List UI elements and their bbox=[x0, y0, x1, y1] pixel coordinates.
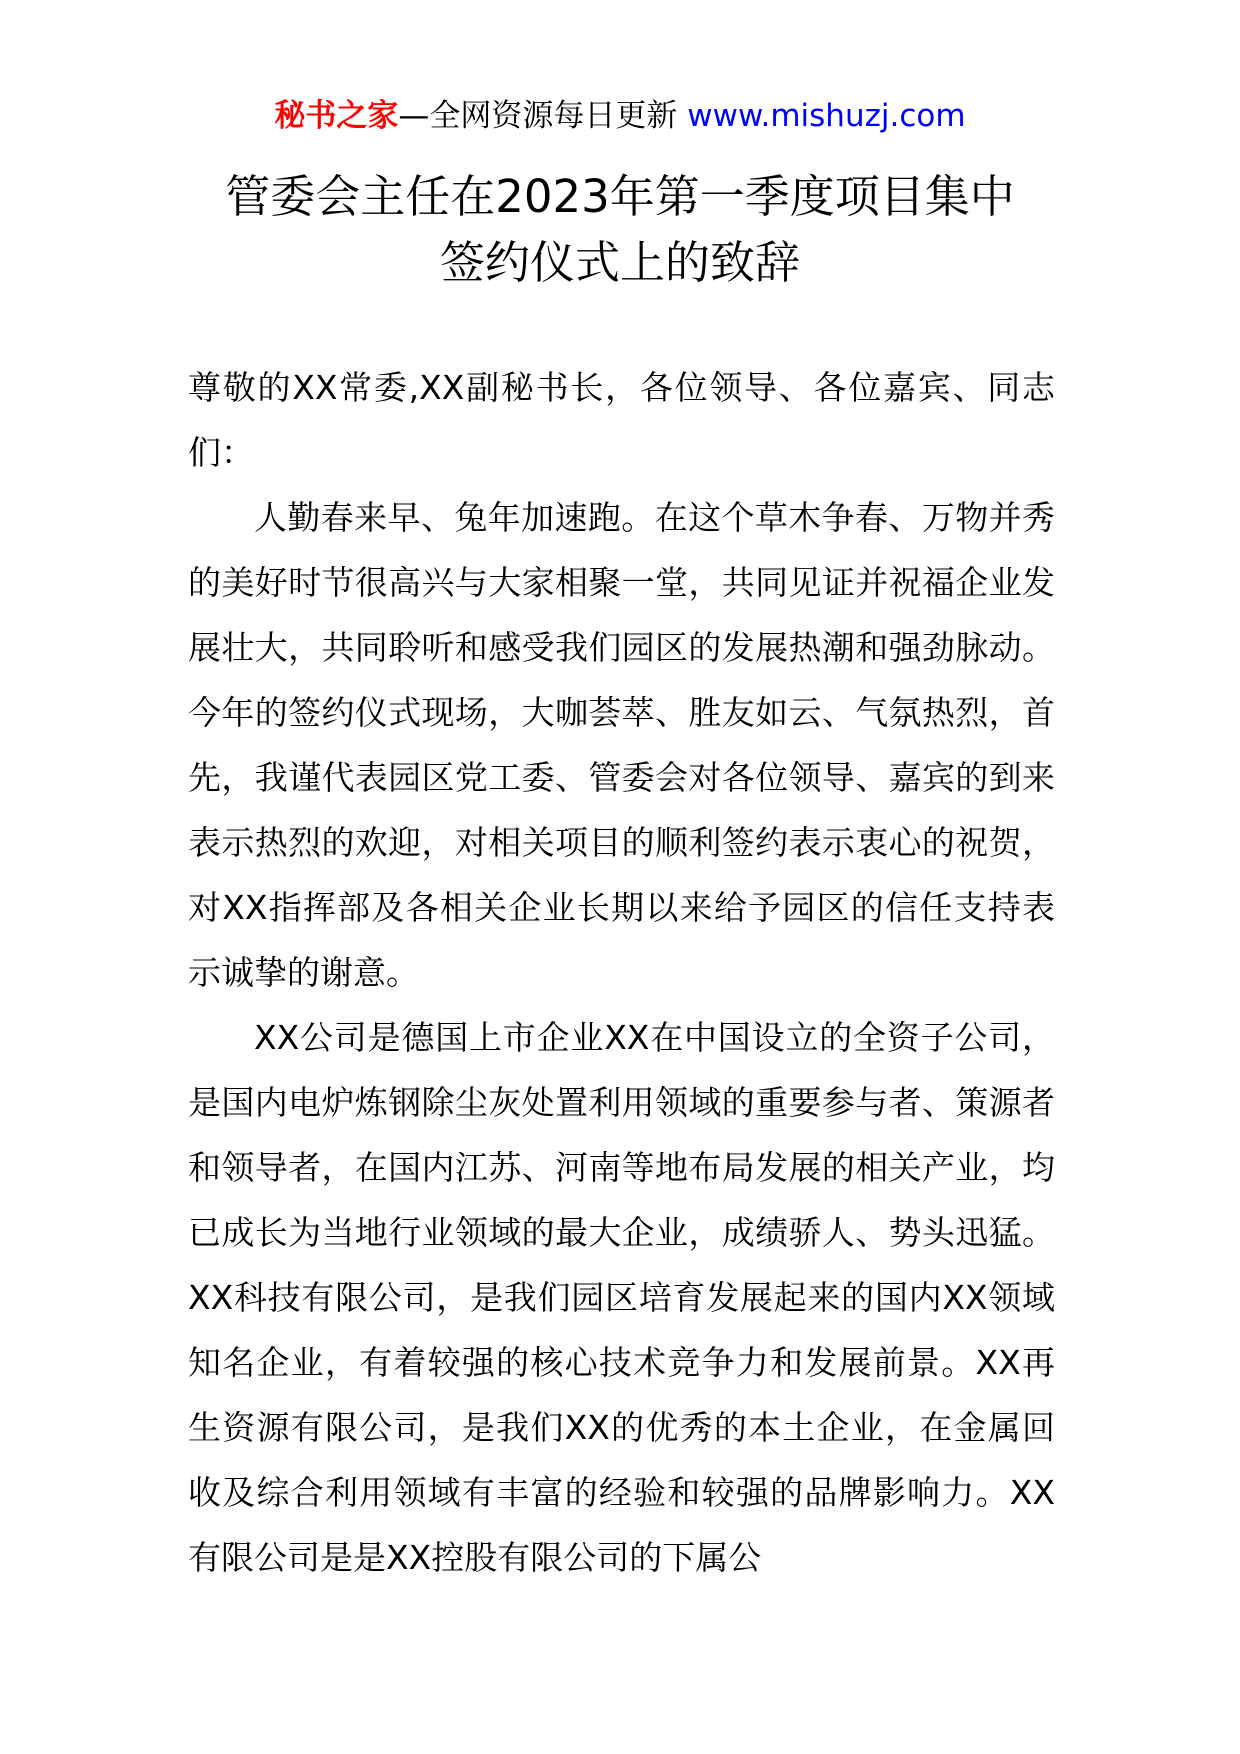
body-paragraph: 人勤春来早、兔年加速跑。在这个草木争春、万物并秀的美好时节很高兴与大家相聚一堂，共同见证并祝福企业发展壮大，共同聆听和感受我们园区的发展热潮和强劲脉动。今年的签约仪式现场，大咖荟萃、胜友如云、气氛热烈，首先，我谨代表园区党工委、管委会对各位领导、嘉宾的到来表示热烈的欢迎，对相关项目的顺利签约表示衷心的祝贺，对XX指挥部及各相关企业长期以来给予园区的信任支持表示诚挚的谢意。 bbox=[188, 498, 1055, 992]
document-body bbox=[188, 355, 1055, 1590]
document-title bbox=[0, 164, 1240, 296]
title-line-2: 签约仪式上的致辞 bbox=[439, 236, 800, 289]
title-line-1: 管委会主任在2023年第一季度项目集中 bbox=[225, 170, 1015, 223]
brand-name: 秘书之家 bbox=[274, 98, 399, 134]
header-tagline: —全网资源每日更新 bbox=[398, 98, 678, 134]
body-paragraph: XX公司是德国上市企业XX在中国设立的全资子公司，是国内电炉炼钢除尘灰处置利用领域的重要参与者、策源者和领导者，在国内江苏、河南等地布局发展的相关产业，均已成长为当地行业领域的最大企业，成绩骄人、势头迅猛。XX科技有限公司，是我们园区培育发展起来的国内XX领域知名企业，有着较强的核心技术竞争力和发展前景。XX再生资源有限公司，是我们XX的优秀的本土企业，在金属回收及综合利用领域有丰富的经验和较强的品牌影响力。XX有限公司是是XX控股有限公司的下属公 bbox=[188, 1018, 1055, 1577]
salutation: 尊敬的XX常委,XX副秘书长，各位领导、各位嘉宾、同志们： bbox=[188, 368, 1055, 472]
site-url-link[interactable]: www.mishuzj.com bbox=[677, 98, 966, 134]
site-header bbox=[0, 96, 1240, 136]
